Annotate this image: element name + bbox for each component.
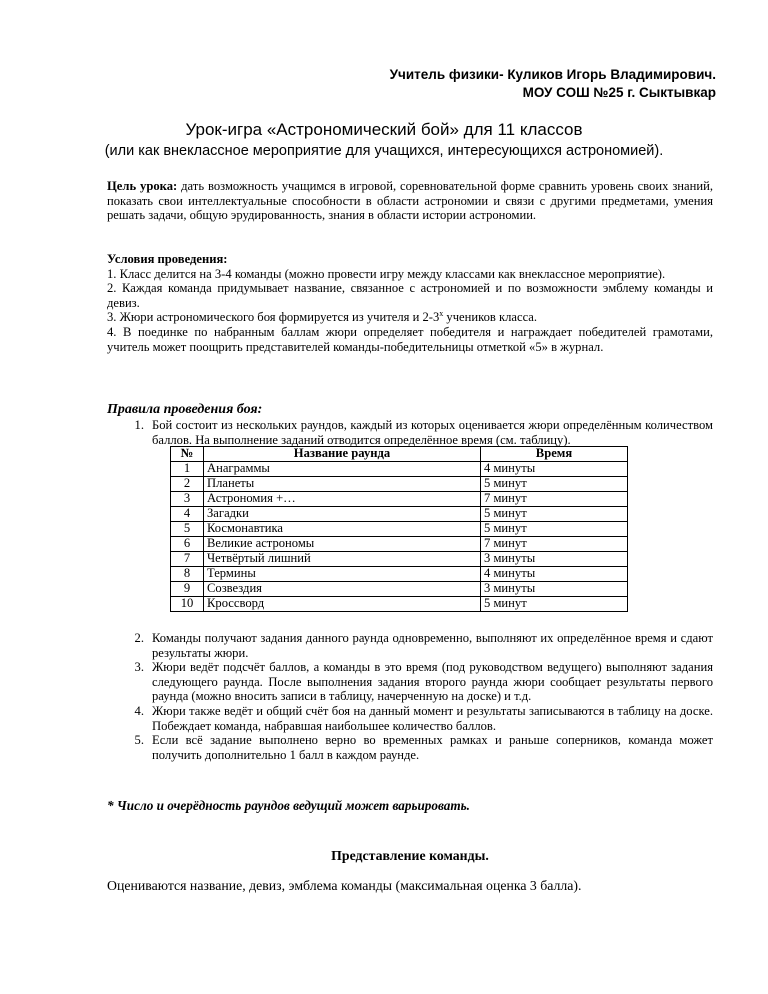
table-cell: 1	[171, 462, 204, 477]
table-cell: Четвёртый лишний	[204, 552, 481, 567]
col-time-header: Время	[481, 447, 628, 462]
school-line: МОУ СОШ №25 г. Сыктывкар	[522, 85, 716, 100]
condition-item-3-sup: х	[439, 309, 444, 319]
conditions-heading: Условия проведения:	[107, 252, 228, 266]
table-cell: 3 минуты	[481, 552, 628, 567]
table-cell: 5 минут	[481, 597, 628, 612]
table-row	[171, 597, 628, 612]
table-cell: Созвездия	[204, 582, 481, 597]
rule-number-5: 5.	[134, 733, 144, 748]
rules-heading: Правила проведения боя:	[107, 402, 263, 417]
rules-list-a	[122, 418, 713, 447]
table-cell: 9	[171, 582, 204, 597]
table-row	[171, 537, 628, 552]
table-header-row	[171, 447, 628, 462]
condition-item-2: 2. Каждая команда придумывает название, связанное с астрономией и по возможности эмблему команды и девиз.	[107, 281, 713, 310]
rule-item-5	[122, 733, 713, 762]
rule-text-3: Жюри ведёт подсчёт баллов, а команды в это время (под руководством ведущего) выполняют задания следующего раунда. После выполнения задания второго раунда жюри сообщает результаты первого раунда (можно вносить записи в таблицу, начерченную на доске) и т.д.	[152, 660, 713, 704]
rule-number-1: 1.	[134, 418, 144, 432]
table-row	[171, 492, 628, 507]
table-cell: 3 минуты	[481, 582, 628, 597]
col-round-header: Название раунда	[204, 447, 481, 462]
table-cell: 5 минут	[481, 477, 628, 492]
rule-item-1	[122, 418, 713, 447]
rounds-note: * Число и очерёдность раундов ведущий может варьировать.	[107, 798, 470, 813]
table-row	[171, 582, 628, 597]
table-cell: 4 минуты	[481, 462, 628, 477]
table-row	[171, 507, 628, 522]
table-cell: 8	[171, 567, 204, 582]
table-cell: 7 минут	[481, 492, 628, 507]
presentation-text: Оцениваются название, девиз, эмблема команды (максимальная оценка 3 балла).	[107, 878, 582, 893]
table-cell: 6	[171, 537, 204, 552]
table-row	[171, 522, 628, 537]
page-subtitle: (или как внеклассное мероприятие для учащихся, интересующихся астрономией).	[104, 143, 664, 159]
presentation-heading: Представление команды.	[331, 848, 489, 863]
rule-text-2: Команды получают задания данного раунда одновременно, выполняют их определённое время и сдают результаты жюри.	[152, 631, 713, 660]
rule-item-2	[122, 631, 713, 660]
goal-paragraph	[107, 179, 713, 223]
author-line: Учитель физики- Куликов Игорь Владимирович.	[389, 67, 716, 82]
table-cell: 5 минут	[481, 522, 628, 537]
table-cell: Великие астрономы	[204, 537, 481, 552]
table-cell: 7 минут	[481, 537, 628, 552]
goal-label: Цель урока:	[107, 179, 178, 193]
rule-number-2: 2.	[134, 631, 144, 645]
table-cell: 7	[171, 552, 204, 567]
rule-item-4	[122, 704, 713, 733]
table-cell: Астрономия +…	[204, 492, 481, 507]
rule-text-5: Если всё задание выполнено верно во временных рамках и раньше соперников, команда может получить дополнительно 1 балл в каждом раунде.	[152, 733, 713, 762]
condition-item-4: 4. В поединке по набранным баллам жюри определяет победителя и награждает победителей грамотами, учитель может поощрить представителей команды-победительницы отметкой «5» в журнал.	[107, 324, 713, 354]
table-cell: 10	[171, 597, 204, 612]
rules-list-b	[122, 631, 713, 762]
table-cell: 5	[171, 522, 204, 537]
col-number-header: №	[171, 447, 204, 462]
table-cell: Космонавтика	[204, 522, 481, 537]
table-cell: Загадки	[204, 507, 481, 522]
condition-item-1: 1. Класс делится на 3-4 команды (можно провести игру между классами как внеклассное мероприятие).	[107, 266, 666, 281]
rule-number-4: 4.	[134, 703, 144, 718]
page-title: Урок-игра «Астрономический бой» для 11 классов	[185, 120, 583, 139]
table-row	[171, 462, 628, 477]
table-cell: 4	[171, 507, 204, 522]
table-cell: 5 минут	[481, 507, 628, 522]
table-row	[171, 477, 628, 492]
rule-number-3: 3.	[134, 660, 144, 675]
table-cell: 2	[171, 477, 204, 492]
table-cell: Кроссворд	[204, 597, 481, 612]
rule-text-4: Жюри также ведёт и общий счёт боя на данный момент и результаты записываются в таблицу на доске. Побеждает команда, набравшая наибольшее количество баллов.	[152, 703, 713, 733]
rounds-table	[170, 446, 628, 612]
table-cell: Анаграммы	[204, 462, 481, 477]
table-cell: 4 минуты	[481, 567, 628, 582]
goal-text: дать возможность учащимся в игровой, соревновательной форме сравнить уровень своих знаний, показать свои интеллектуальные способности в области астрономии и связи с другими предметами, умения решать задачи, общую эрудированность, знания в области истории астрономии.	[107, 179, 713, 223]
condition-item-3-text: 3. Жюри астрономического боя формируется из учителя и 2-3	[107, 310, 440, 325]
conditions-section	[107, 252, 713, 354]
condition-item-3-tail: учеников класса.	[443, 310, 538, 325]
rule-item-3	[122, 660, 713, 704]
table-cell: Термины	[204, 567, 481, 582]
table-cell: 3	[171, 492, 204, 507]
table-row	[171, 567, 628, 582]
table-cell: Планеты	[204, 477, 481, 492]
condition-item-3	[107, 310, 713, 325]
rule-text-1: Бой состоит из нескольких раундов, каждый из которых оценивается жюри определённым количеством баллов. На выполнение заданий отводится определённое время (см. таблицу).	[152, 418, 713, 447]
table-row	[171, 552, 628, 567]
